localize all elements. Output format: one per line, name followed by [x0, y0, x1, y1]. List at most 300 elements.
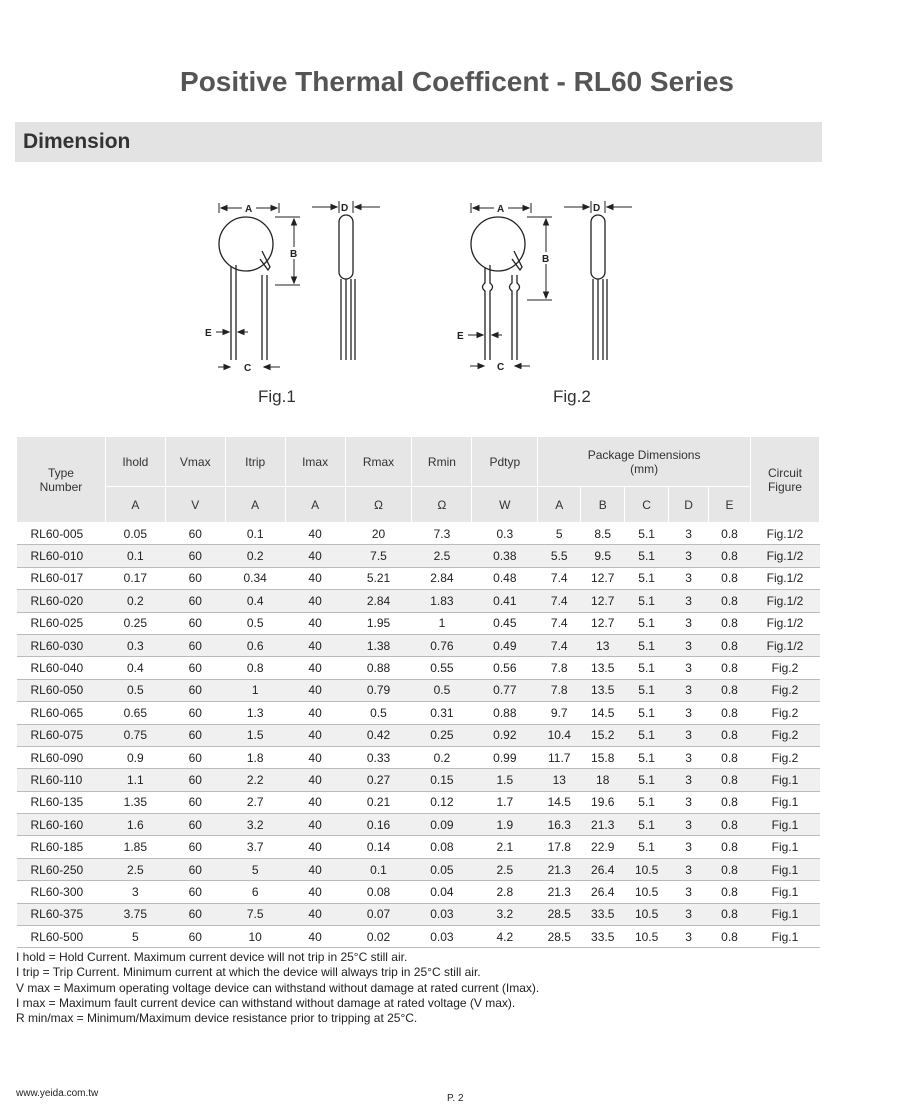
table-cell: 40 [285, 836, 345, 858]
table-cell: 9.7 [538, 702, 581, 724]
table-cell: 11.7 [538, 746, 581, 768]
table-row [17, 791, 820, 813]
type-number-cell: RL60-065 [17, 702, 106, 724]
table-cell: 0.5 [345, 702, 412, 724]
table-cell: 3 [669, 746, 709, 768]
table-cell: 40 [285, 746, 345, 768]
table-cell: 5.1 [625, 746, 669, 768]
table-row [17, 634, 820, 656]
table-cell: 5 [538, 523, 581, 545]
table-cell: 2.2 [225, 769, 285, 791]
table-cell: 5 [225, 858, 285, 880]
table-cell: 0.25 [412, 724, 472, 746]
note-ihold: I hold = Hold Current. Maximum current device will not trip in 25°C still air. [16, 950, 408, 964]
type-number-cell: RL60-110 [17, 769, 106, 791]
table-cell: 0.88 [472, 702, 538, 724]
table-cell: 3 [669, 634, 709, 656]
table-cell: 0.8 [709, 814, 751, 836]
table-cell: 0.49 [472, 634, 538, 656]
table-cell: 0.55 [412, 657, 472, 679]
table-cell: 3.2 [472, 903, 538, 925]
table-cell: 1.5 [472, 769, 538, 791]
table-cell: 0.8 [709, 702, 751, 724]
table-cell: 3 [669, 612, 709, 634]
table-cell: 6 [225, 881, 285, 903]
spec-table [16, 436, 820, 948]
table-cell: 0.3 [105, 634, 165, 656]
table-cell: 0.99 [472, 746, 538, 768]
header-vmax: Vmax [165, 437, 225, 487]
table-cell: 40 [285, 814, 345, 836]
table-cell: 60 [165, 523, 225, 545]
table-cell: 60 [165, 590, 225, 612]
unit-cell: C [625, 487, 669, 523]
table-cell: 5.1 [625, 612, 669, 634]
table-cell: 0.65 [105, 702, 165, 724]
table-cell: 1.85 [105, 836, 165, 858]
note-itrip: I trip = Trip Current. Minimum current at which the device will always trip in 25°C still air. [16, 965, 481, 980]
footer-website: www.yeida.com.tw [16, 1088, 99, 1099]
table-cell: 0.07 [345, 903, 412, 925]
type-number-cell: RL60-185 [17, 836, 106, 858]
circuit-figure-cell: Fig.2 [750, 724, 819, 746]
table-cell: 17.8 [538, 836, 581, 858]
table-cell: 0.8 [709, 523, 751, 545]
table-cell: 10.4 [538, 724, 581, 746]
circuit-figure-cell: Fig.1/2 [750, 567, 819, 589]
table-cell: 0.8 [709, 612, 751, 634]
unit-cell: B [581, 487, 625, 523]
table-cell: 5.1 [625, 634, 669, 656]
table-cell: 0.09 [412, 814, 472, 836]
table-cell: 0.5 [105, 679, 165, 701]
table-cell: 0.08 [412, 836, 472, 858]
table-cell: 40 [285, 769, 345, 791]
table-cell: 16.3 [538, 814, 581, 836]
table-cell: 0.03 [412, 903, 472, 925]
table-cell: 18 [581, 769, 625, 791]
header-rmax: Rmax [345, 437, 412, 487]
figure-1-drawing [200, 195, 400, 380]
table-cell: 0.4 [105, 657, 165, 679]
table-cell: 13.5 [581, 679, 625, 701]
table-cell: 3 [669, 814, 709, 836]
unit-cell: A [538, 487, 581, 523]
table-cell: 0.1 [225, 523, 285, 545]
table-cell: 40 [285, 523, 345, 545]
table-cell: 0.56 [472, 657, 538, 679]
header-rmin: Rmin [412, 437, 472, 487]
table-cell: 10.5 [625, 903, 669, 925]
type-number-cell: RL60-050 [17, 679, 106, 701]
table-cell: 21.3 [538, 881, 581, 903]
table-row [17, 858, 820, 880]
figure-1-caption: Fig.1 [258, 387, 296, 406]
table-cell: 0.8 [709, 903, 751, 925]
table-cell: 0.76 [412, 634, 472, 656]
table-cell: 2.5 [412, 545, 472, 567]
figure-2-drawing [452, 195, 652, 380]
table-cell: 13 [538, 769, 581, 791]
table-cell: 3 [669, 567, 709, 589]
dim-label-e: E [457, 331, 464, 342]
table-cell: 0.8 [225, 657, 285, 679]
table-cell: 7.5 [225, 903, 285, 925]
table-cell: 1.95 [345, 612, 412, 634]
table-cell: 0.16 [345, 814, 412, 836]
type-number-cell: RL60-075 [17, 724, 106, 746]
table-cell: 3 [669, 679, 709, 701]
table-row [17, 814, 820, 836]
circuit-figure-cell: Fig.1/2 [750, 634, 819, 656]
table-cell: 5.5 [538, 545, 581, 567]
table-cell: 7.5 [345, 545, 412, 567]
table-cell: 9.5 [581, 545, 625, 567]
table-cell: 4.2 [472, 926, 538, 948]
table-header-row [17, 437, 820, 487]
dim-label-b: B [290, 249, 298, 260]
table-cell: 0.27 [345, 769, 412, 791]
table-cell: 5.1 [625, 679, 669, 701]
table-cell: 60 [165, 791, 225, 813]
table-cell: 3 [669, 836, 709, 858]
type-number-cell: RL60-375 [17, 903, 106, 925]
type-number-cell: RL60-500 [17, 926, 106, 948]
table-cell: 20 [345, 523, 412, 545]
unit-cell: A [105, 487, 165, 523]
unit-cell: Ω [412, 487, 472, 523]
circuit-figure-cell: Fig.1 [750, 791, 819, 813]
table-cell: 10 [225, 926, 285, 948]
table-cell: 19.6 [581, 791, 625, 813]
note-rmin-rmax: R min/max = Minimum/Maximum device resistance prior to tripping at 25°C. [16, 1011, 418, 1026]
table-cell: 3 [669, 590, 709, 612]
table-cell: 5 [105, 926, 165, 948]
unit-cell: V [165, 487, 225, 523]
table-cell: 40 [285, 858, 345, 880]
table-cell: 0.6 [225, 634, 285, 656]
table-cell: 0.38 [472, 545, 538, 567]
table-cell: 0.92 [472, 724, 538, 746]
table-cell: 15.2 [581, 724, 625, 746]
table-row [17, 724, 820, 746]
type-number-cell: RL60-250 [17, 858, 106, 880]
table-cell: 0.8 [709, 881, 751, 903]
table-cell: 0.5 [412, 679, 472, 701]
circuit-figure-cell: Fig.2 [750, 679, 819, 701]
table-cell: 3.2 [225, 814, 285, 836]
table-cell: 5.1 [625, 545, 669, 567]
table-cell: 22.9 [581, 836, 625, 858]
table-cell: 21.3 [538, 858, 581, 880]
header-imax: Imax [285, 437, 345, 487]
table-cell: 0.8 [709, 791, 751, 813]
table-cell: 1 [412, 612, 472, 634]
table-cell: 33.5 [581, 926, 625, 948]
table-cell: 0.03 [412, 926, 472, 948]
circuit-figure-cell: Fig.2 [750, 746, 819, 768]
type-number-cell: RL60-135 [17, 791, 106, 813]
table-cell: 12.7 [581, 612, 625, 634]
table-cell: 12.7 [581, 590, 625, 612]
type-number-cell: RL60-300 [17, 881, 106, 903]
table-cell: 1.7 [472, 791, 538, 813]
table-cell: 0.5 [225, 612, 285, 634]
circuit-figure-cell: Fig.2 [750, 657, 819, 679]
table-cell: 0.48 [472, 567, 538, 589]
table-cell: 0.8 [709, 724, 751, 746]
table-cell: 60 [165, 814, 225, 836]
table-cell: 0.04 [412, 881, 472, 903]
header-pdtyp: Pdtyp [472, 437, 538, 487]
table-row [17, 679, 820, 701]
dim-label-a: A [497, 204, 505, 215]
table-cell: 60 [165, 926, 225, 948]
type-number-cell: RL60-025 [17, 612, 106, 634]
unit-cell: E [709, 487, 751, 523]
unit-cell: Ω [345, 487, 412, 523]
table-cell: 40 [285, 903, 345, 925]
table-row [17, 567, 820, 589]
table-cell: 2.5 [105, 858, 165, 880]
table-cell: 40 [285, 926, 345, 948]
table-cell: 7.8 [538, 657, 581, 679]
table-row [17, 657, 820, 679]
notes [16, 950, 539, 1026]
table-cell: 5.1 [625, 724, 669, 746]
dim-label-c: C [244, 363, 252, 374]
table-cell: 0.2 [225, 545, 285, 567]
table-cell: 15.8 [581, 746, 625, 768]
table-cell: 0.9 [105, 746, 165, 768]
table-cell: 5.1 [625, 769, 669, 791]
table-cell: 0.8 [709, 634, 751, 656]
table-cell: 3 [669, 724, 709, 746]
type-number-cell: RL60-160 [17, 814, 106, 836]
table-cell: 0.45 [472, 612, 538, 634]
table-units-row [17, 487, 820, 523]
dim-label-a: A [245, 204, 253, 215]
table-cell: 1.35 [105, 791, 165, 813]
table-cell: 0.88 [345, 657, 412, 679]
type-number-cell: RL60-017 [17, 567, 106, 589]
table-cell: 0.02 [345, 926, 412, 948]
table-row [17, 545, 820, 567]
type-number-cell: RL60-040 [17, 657, 106, 679]
figure-1-svg [200, 195, 400, 380]
footer-page-number: P. 2 [447, 1093, 464, 1104]
table-cell: 5.1 [625, 702, 669, 724]
table-row [17, 523, 820, 545]
table-cell: 5.1 [625, 657, 669, 679]
table-cell: 0.75 [105, 724, 165, 746]
table-cell: 40 [285, 881, 345, 903]
header-circuit-figure: Circuit Figure [750, 437, 819, 523]
table-cell: 0.1 [105, 545, 165, 567]
dim-label-d: D [341, 203, 349, 214]
table-cell: 0.12 [412, 791, 472, 813]
table-cell: 60 [165, 679, 225, 701]
table-cell: 2.8 [472, 881, 538, 903]
table-cell: 3.7 [225, 836, 285, 858]
table-cell: 1.1 [105, 769, 165, 791]
table-cell: 1.8 [225, 746, 285, 768]
type-number-cell: RL60-090 [17, 746, 106, 768]
type-number-cell: RL60-030 [17, 634, 106, 656]
table-row [17, 612, 820, 634]
table-cell: 7.8 [538, 679, 581, 701]
table-cell: 60 [165, 769, 225, 791]
table-cell: 0.79 [345, 679, 412, 701]
table-cell: 0.8 [709, 769, 751, 791]
table-cell: 2.84 [345, 590, 412, 612]
table-cell: 14.5 [581, 702, 625, 724]
table-cell: 5.1 [625, 523, 669, 545]
header-itrip: Itrip [225, 437, 285, 487]
table-cell: 0.8 [709, 679, 751, 701]
table-cell: 5.1 [625, 836, 669, 858]
table-cell: 26.4 [581, 881, 625, 903]
table-cell: 0.1 [345, 858, 412, 880]
table-cell: 1.83 [412, 590, 472, 612]
table-cell: 60 [165, 724, 225, 746]
table-cell: 60 [165, 545, 225, 567]
circuit-figure-cell: Fig.1 [750, 858, 819, 880]
table-cell: 40 [285, 791, 345, 813]
table-cell: 10.5 [625, 926, 669, 948]
table-cell: 7.3 [412, 523, 472, 545]
table-cell: 3 [105, 881, 165, 903]
table-row [17, 590, 820, 612]
table-cell: 0.2 [412, 746, 472, 768]
table-cell: 3 [669, 903, 709, 925]
table-cell: 8.5 [581, 523, 625, 545]
table-cell: 3 [669, 858, 709, 880]
table-cell: 3 [669, 926, 709, 948]
table-cell: 3 [669, 881, 709, 903]
table-cell: 33.5 [581, 903, 625, 925]
table-cell: 10.5 [625, 858, 669, 880]
table-cell: 21.3 [581, 814, 625, 836]
table-cell: 0.3 [472, 523, 538, 545]
table-row [17, 702, 820, 724]
table-cell: 60 [165, 746, 225, 768]
table-cell: 40 [285, 679, 345, 701]
table-cell: 13 [581, 634, 625, 656]
table-cell: 1.3 [225, 702, 285, 724]
table-cell: 60 [165, 657, 225, 679]
table-cell: 0.2 [105, 590, 165, 612]
circuit-figure-cell: Fig.1/2 [750, 612, 819, 634]
table-cell: 2.84 [412, 567, 472, 589]
note-vmax: V max = Maximum operating voltage device can withstand without damage at rated current (Imax). [16, 980, 540, 995]
table-cell: 40 [285, 657, 345, 679]
dim-label-d: D [593, 203, 601, 214]
table-row [17, 769, 820, 791]
table-cell: 12.7 [581, 567, 625, 589]
table-cell: 7.4 [538, 634, 581, 656]
table-cell: 40 [285, 634, 345, 656]
table-row [17, 903, 820, 925]
circuit-figure-cell: Fig.1 [750, 881, 819, 903]
unit-cell: A [225, 487, 285, 523]
table-cell: 10.5 [625, 881, 669, 903]
table-cell: 1.5 [225, 724, 285, 746]
table-cell: 2.7 [225, 791, 285, 813]
table-cell: 40 [285, 702, 345, 724]
table-cell: 40 [285, 567, 345, 589]
table-cell: 0.25 [105, 612, 165, 634]
table-cell: 14.5 [538, 791, 581, 813]
table-cell: 0.17 [105, 567, 165, 589]
table-cell: 60 [165, 836, 225, 858]
circuit-figure-cell: Fig.1/2 [750, 523, 819, 545]
table-cell: 0.8 [709, 590, 751, 612]
header-package-dimensions: Package Dimensions (mm) [538, 437, 751, 487]
table-cell: 7.4 [538, 590, 581, 612]
table-cell: 60 [165, 612, 225, 634]
table-cell: 0.21 [345, 791, 412, 813]
table-cell: 60 [165, 634, 225, 656]
type-number-cell: RL60-010 [17, 545, 106, 567]
table-cell: 0.8 [709, 858, 751, 880]
table-row [17, 836, 820, 858]
figure-2-svg [452, 195, 652, 380]
table-cell: 0.8 [709, 545, 751, 567]
table-cell: 0.4 [225, 590, 285, 612]
table-cell: 3.75 [105, 903, 165, 925]
table-cell: 5.1 [625, 791, 669, 813]
section-title: Dimension [23, 130, 131, 153]
table-cell: 28.5 [538, 926, 581, 948]
circuit-figure-cell: Fig.1 [750, 926, 819, 948]
table-cell: 1.9 [472, 814, 538, 836]
header-type-number: Type Number [17, 437, 106, 523]
unit-cell: W [472, 487, 538, 523]
table-cell: 40 [285, 724, 345, 746]
type-number-cell: RL60-020 [17, 590, 106, 612]
note-imax: I max = Maximum fault current device can withstand without damage at rated voltage (V max). [16, 995, 516, 1010]
table-body [17, 523, 820, 948]
table-cell: 3 [669, 523, 709, 545]
table-cell: 5.21 [345, 567, 412, 589]
table-cell: 5.1 [625, 814, 669, 836]
table-cell: 1 [225, 679, 285, 701]
table-cell: 60 [165, 567, 225, 589]
table-cell: 3 [669, 791, 709, 813]
table-cell: 0.05 [412, 858, 472, 880]
circuit-figure-cell: Fig.1 [750, 769, 819, 791]
table-cell: 40 [285, 612, 345, 634]
table-cell: 0.8 [709, 926, 751, 948]
table-cell: 0.8 [709, 836, 751, 858]
page-title: Positive Thermal Coefficent - RL60 Series [180, 66, 734, 97]
table-cell: 2.1 [472, 836, 538, 858]
table-cell: 0.15 [412, 769, 472, 791]
table-cell: 0.42 [345, 724, 412, 746]
table-cell: 0.33 [345, 746, 412, 768]
table-cell: 1.6 [105, 814, 165, 836]
circuit-figure-cell: Fig.1 [750, 814, 819, 836]
table-cell: 60 [165, 702, 225, 724]
unit-cell: A [285, 487, 345, 523]
table-cell: 28.5 [538, 903, 581, 925]
dim-label-e: E [205, 328, 212, 339]
type-number-cell: RL60-005 [17, 523, 106, 545]
table-cell: 0.77 [472, 679, 538, 701]
circuit-figure-cell: Fig.1 [750, 903, 819, 925]
table-cell: 0.8 [709, 746, 751, 768]
